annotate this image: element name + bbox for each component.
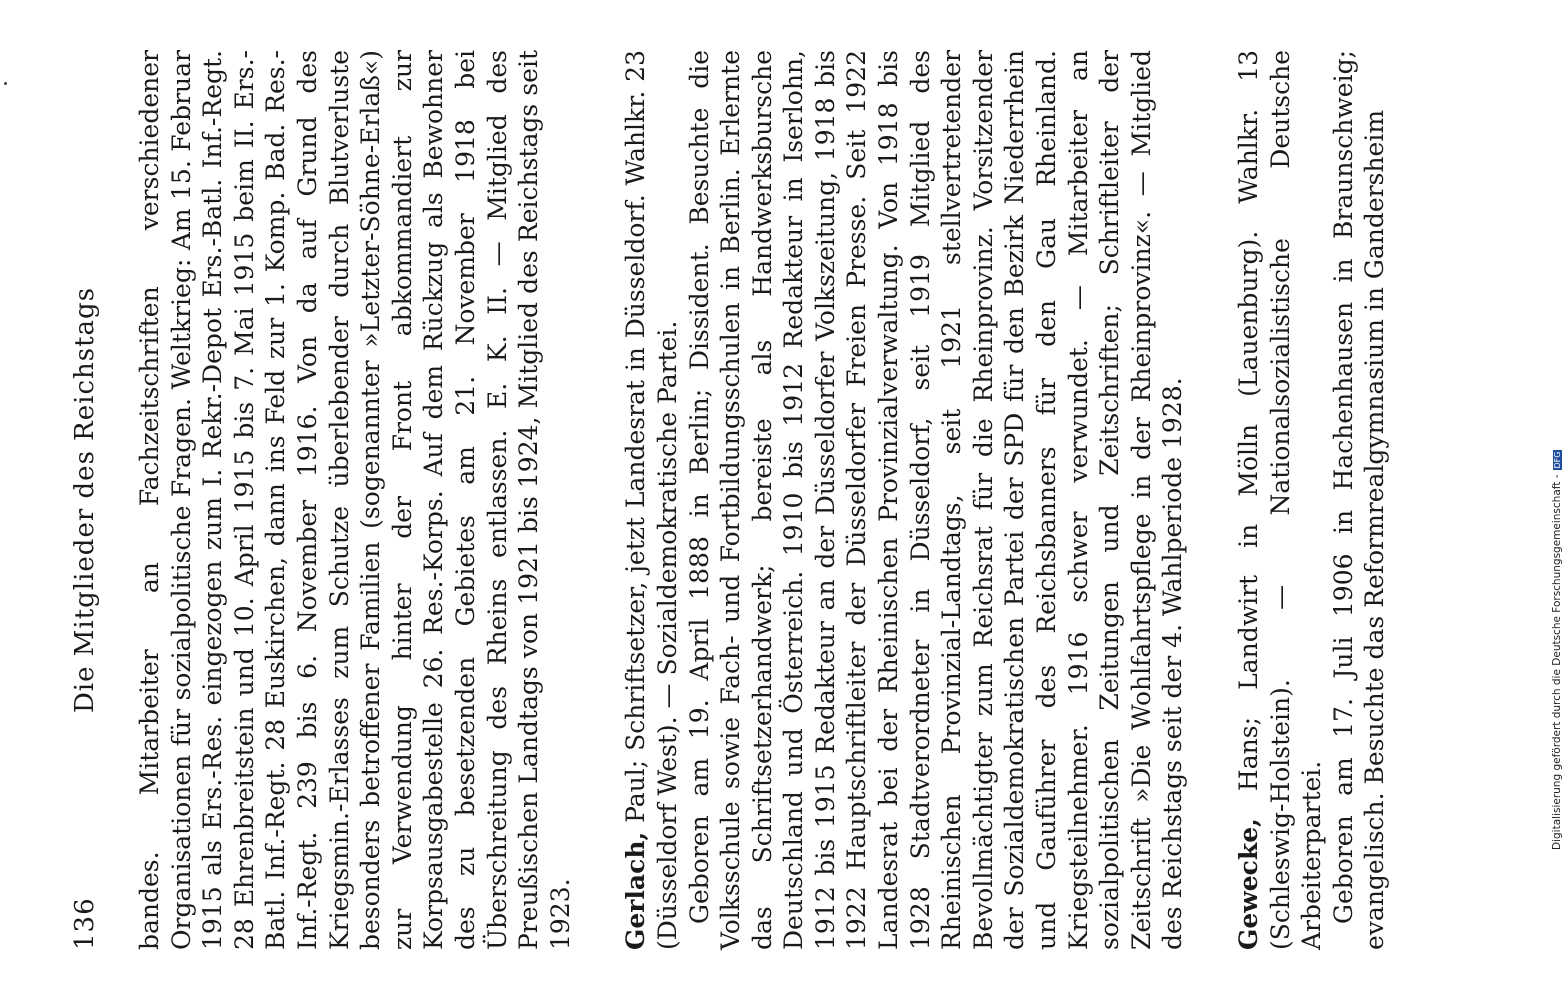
entry-gerlach-intro bbox=[620, 50, 683, 950]
entry-separator bbox=[1189, 50, 1233, 950]
entry-gerlach-biography: Geboren am 19. April 1888 in Berlin; Dissident. Besuchte die Volksschule sowie Fach- und Fortbildungsschulen in Berlin. Erlernte das Schriftsetzerhandwerk; bereiste als Handwerksbursche Deutschland und Österreich. 1910 bis 1912 Redakteur in Iserlohn, 1912 bis 1915 Redakteur an der Düsseldorfer Volkszeitung, 1918 bis 1922 Hauptschriftleiter der Düsseldorfer Freien Presse. Seit 1922 Landesrat bei der Rheinischen Provinzialverwaltung. Von 1918 bis 1928 Stadtverordneter in Düsseldorf, seit 1919 Mitglied des Rheinischen Provinzial-Landtags, seit 1921 stellvertretender Bevollmächtigter zum Reichsrat für die Rheinprovinz. Vorsitzender der Sozialdemokratischen Partei der SPD für den Bezirk Niederrhein und Gauführer des Reichsbanners für den Gau Rheinland. Kriegsteilnehmer. 1916 schwer verwundet. — Mitarbeiter an sozialpolitischen Zeitungen und Zeitschriften; Schriftleiter der Zeitschrift »Die Wohlfahrtspflege in der Rheinprovinz«. — Mitglied des Reichstags seit der 4. Wahlperiode 1928. bbox=[684, 50, 1188, 950]
entry-name: Gerlach, bbox=[621, 831, 651, 950]
entry-continuation-paragraph: bandes. Mitarbeiter an Fachzeitschriften verschiedener Organisationen für sozialpolitische Fragen. Weltkrieg: Am 15. Februar 1915 als Ers.-Res. eingezogen zum I. Rekr.-Depot Ers.-Batl. Inf.-Regt. 28 Ehrenbreitstein und 10. April 1915 bis 7. Mai 1915 beim II. Ers.-Batl. Inf.-Regt. 28 Euskirchen, dann ins Feld zur 1. Komp. Bad. Res.-Inf.-Regt. 239 bis 6. November 1916. Von da auf Grund des Kriegsmin.-Erlasses zum Schutze überlebender durch Blutverluste besonders betroffener Familien (sogenannter »Letzter-Söhne-Erlaß«) zur Verwendung hinter der Front abkommandiert zur Korpsausgabestelle 26. Res.-Korps. Auf dem Rückzug als Bewohner des zu besetzenden Gebietes am 21. November 1918 bei Überschreitung des Rheins entlassen. E. K. II. — Mitglied des Preußischen Landtags von 1921 bis 1924, Mitglied des Reichstags seit 1923. bbox=[135, 50, 575, 950]
digitization-note bbox=[1551, 230, 1565, 850]
page-header bbox=[70, 50, 110, 950]
digitization-note-text: Digitalisierung gefördert durch die Deutsche Forschungsgemeinschaft - bbox=[1551, 474, 1563, 850]
entry-intro-text: Paul; Schriftsetzer, jetzt Landesrat in Düsseldorf. Wahlkr. 23 (Düsseldorf West). — Sozialdemokratische Partei. bbox=[621, 50, 682, 950]
entry-intro-text: Hans; Landwirt in Mölln (Lauenburg). Wahlkr. 13 (Schleswig-Holstein). — Nationalsozialistische Deutsche Arbeiterpartei. bbox=[1234, 49, 1327, 950]
entry-gewecke-biography: Geboren am 17. Juli 1906 in Hachenhausen in Braunschweig; evangelisch. Besuchte das Reformrealgymnasium in Gandersheim bbox=[1328, 50, 1390, 950]
book-page bbox=[64, 50, 1504, 950]
entry-name: Gewecke, bbox=[1234, 818, 1263, 950]
entry-gewecke-intro bbox=[1233, 50, 1328, 950]
entry-separator bbox=[576, 50, 620, 950]
page-number: 136 bbox=[70, 897, 100, 950]
scan-speck bbox=[4, 82, 7, 85]
body-text bbox=[134, 50, 1391, 950]
dfg-logo: DFG bbox=[1552, 451, 1562, 469]
running-head: Die Mitglieder des Reichstags bbox=[70, 286, 100, 714]
